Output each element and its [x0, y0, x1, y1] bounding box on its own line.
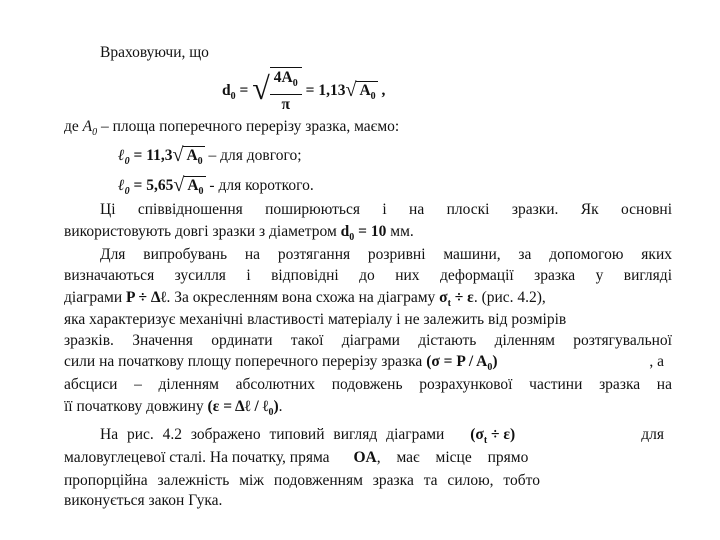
- diagram-formula: $(\sigma_t \div \varepsilon)$: [470, 426, 516, 447]
- p-delta-l-formula: P ÷ Δℓ: [126, 289, 167, 306]
- coefficient: = 1,13: [305, 82, 346, 99]
- where-text: – площа поперечного перерізу зразка, маємо:: [101, 118, 400, 135]
- formula-long: [118, 145, 302, 172]
- para2-text-b: , а: [649, 353, 664, 370]
- para2-line8: [64, 397, 283, 423]
- short-coefficient: = 5,65: [133, 177, 174, 194]
- para2-text-b: . За окресленням вона схожа на діаграму: [166, 289, 436, 306]
- para3-text-a: маловуглецевої сталі. На початку, пряма: [64, 449, 330, 466]
- d0-symbol: $d_0$: [222, 82, 236, 103]
- para2-text-a: діаграми: [64, 289, 123, 306]
- long-description: – для довгого;: [208, 147, 302, 164]
- fraction: [270, 67, 302, 115]
- stress-formula: $(\sigma = P / A_0)$: [426, 353, 498, 374]
- para2-line7: абсциси – діленням абсолютних подовжень розрахункової частини зразка на: [64, 376, 672, 393]
- equals-sign: =: [239, 82, 249, 99]
- long-coefficient: = 11,3: [133, 147, 173, 164]
- formula-short: [118, 175, 314, 202]
- intro-text: Враховуючи, що: [100, 44, 209, 61]
- para1-text: використовують довгі зразки з діаметром: [64, 223, 337, 240]
- para3-text-a: На рис. 4.2 зображено типовий вигляд діаграми: [100, 426, 445, 443]
- radical-sign: √: [172, 144, 184, 166]
- where-line: [64, 117, 399, 143]
- para3-line4: виконується закон Гука.: [64, 492, 223, 509]
- radical-sign: √: [252, 70, 270, 106]
- para2-line1: Для випробувань на розтягання розривні машини, за допомогою яких: [100, 246, 672, 263]
- para2-line2: визначаються зусилля і відповідні до них деформації зразка у вигляді: [64, 267, 672, 284]
- para3-text-b: для: [641, 426, 664, 443]
- radicand: $A_0$: [183, 146, 204, 171]
- strain-formula: (ε = Δℓ / ℓ$_0$): [207, 398, 279, 419]
- para3-line3: пропорційна залежність між подовженням зразка та силою, тобто: [64, 472, 540, 489]
- sigma-epsilon-formula: $\sigma_t \div \varepsilon$: [439, 289, 474, 310]
- para2-text-a: її початкову довжину: [64, 398, 204, 415]
- formula-d0: [222, 66, 386, 114]
- d0-value: $d_0 = 10$: [340, 223, 387, 244]
- para2-line4: яка характеризує механічні властивості матеріалу і не залежить від розмірів: [64, 311, 567, 328]
- para3-text-b: , має місце прямо: [376, 449, 529, 466]
- radical-sign: √: [173, 174, 185, 196]
- para2-text-c: . (рис. 4.2),: [473, 289, 546, 306]
- unit-mm: мм.: [390, 223, 414, 240]
- a0-symbol: $A_0$: [82, 118, 98, 139]
- para3-line2: [64, 448, 672, 468]
- para1-line1: Ці співвідношення поширюються і на плоскі зразки. Як основні: [100, 201, 672, 218]
- fraction-numerator: $4A_0$: [270, 68, 302, 95]
- radicand: $A_0$: [356, 81, 377, 106]
- radical-sign-2: √: [345, 79, 357, 101]
- oa-label: OA: [353, 449, 377, 466]
- para2-text-a: сили на початкову площу поперечного перерізу зразка: [64, 353, 423, 370]
- para2-line5: зразків. Значення ординати такої діаграми дістають діленням розтягувальної: [64, 332, 672, 349]
- radicand: $A_0$: [184, 176, 205, 201]
- l0-symbol: ℓ$_0$: [118, 177, 130, 198]
- l0-symbol: ℓ$_0$: [118, 147, 130, 168]
- where-prefix: де: [64, 118, 79, 135]
- period: .: [278, 398, 283, 415]
- fraction-denominator: π: [281, 96, 290, 114]
- comma: ,: [381, 82, 386, 99]
- short-description: - для короткого.: [209, 177, 314, 194]
